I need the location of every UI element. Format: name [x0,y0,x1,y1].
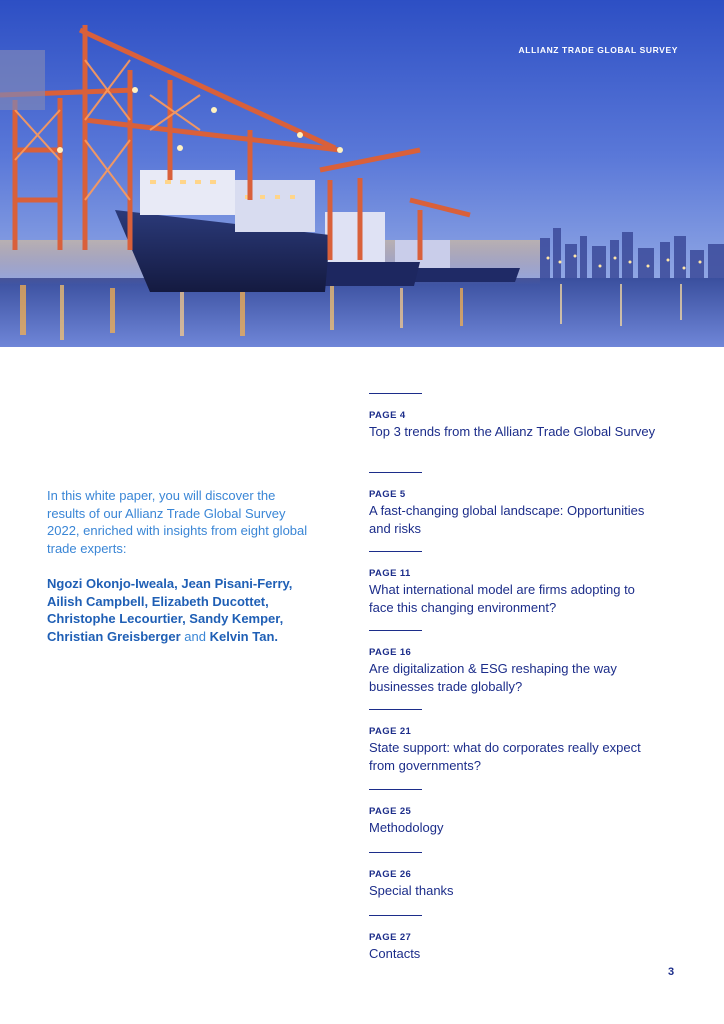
toc-entry[interactable] [369,709,669,774]
toc-divider [369,630,422,631]
toc-page-label: PAGE 25 [369,806,412,817]
toc-title: Are digitalization & ESG reshaping the way businesses trade globally? [369,661,617,694]
toc-divider [369,852,422,853]
toc-title: Top 3 trends from the Allianz Trade Global Survey [369,424,656,439]
toc-title: Methodology [369,820,444,835]
toc-entry[interactable] [369,789,669,837]
toc-page-label: PAGE 11 [369,568,411,579]
toc-title: Special thanks [369,883,454,898]
toc-divider [369,472,422,473]
toc-title: What international model are firms adopting to face this changing environment? [369,582,635,615]
toc-title: Contacts [369,946,421,961]
intro-paragraph: In this white paper, you will discover the results of our Allianz Trade Global Survey 2022, enriched with insights from eight global trade experts: [47,488,308,556]
toc-entry[interactable] [369,472,669,537]
toc-page-label: PAGE 5 [369,489,406,500]
toc-title: A fast-changing global landscape: Opportunities and risks [369,503,645,536]
hero-image [0,0,724,347]
page-number: 3 [668,966,675,978]
experts-list [47,575,309,645]
survey-label: ALLIANZ TRADE GLOBAL SURVEY [518,45,678,55]
toc-title: State support: what do corporates really expect from governments? [369,740,641,773]
toc-page-label: PAGE 27 [369,932,412,943]
toc-divider [369,709,422,710]
toc-entry[interactable] [369,551,669,616]
experts-conjunction: and [184,628,206,644]
toc-page-label: PAGE 4 [369,410,406,421]
experts-names: Ngozi Okonjo-Iweala, Jean Pisani-Ferry, Ailish Campbell, Elizabeth Ducottet, Christophe Lecourtier, Sandy Kemper, Christian Greisberger [47,576,293,644]
toc-page-label: PAGE 16 [369,647,412,658]
toc-page-label: PAGE 26 [369,869,412,880]
toc-entry[interactable] [369,852,669,900]
toc-divider [369,915,422,916]
toc-divider [369,551,422,552]
toc-entry[interactable] [369,393,669,441]
toc-divider [369,393,422,394]
experts-last-name: Kelvin Tan. [209,628,278,644]
toc-entry[interactable] [369,915,669,963]
toc-divider [369,789,422,790]
toc-entry[interactable] [369,630,669,695]
toc-page-label: PAGE 21 [369,726,412,737]
